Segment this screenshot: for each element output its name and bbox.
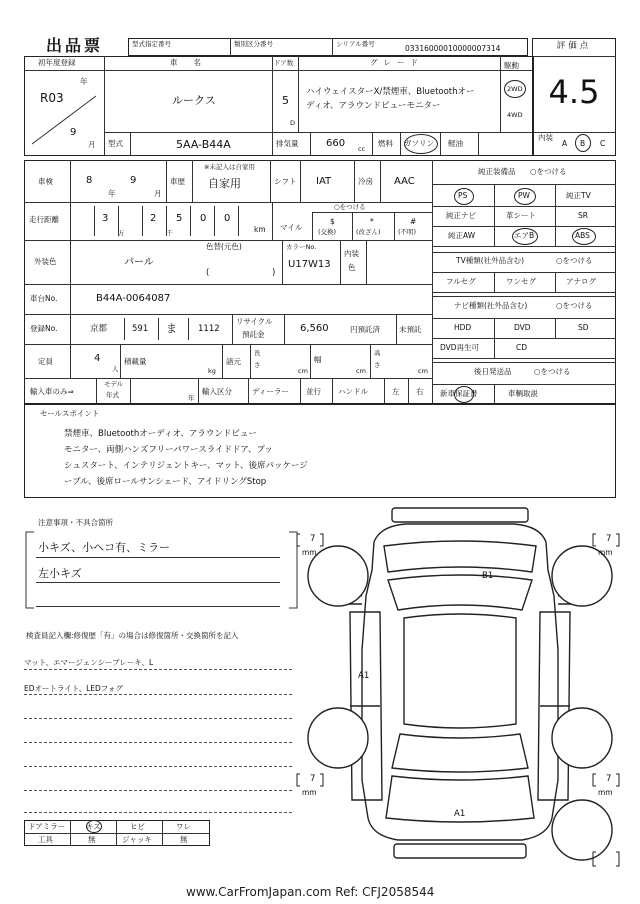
model-value: 5AA-B44A xyxy=(176,138,231,151)
import-left: 左 xyxy=(392,387,400,396)
model-label: 型式 xyxy=(108,139,123,148)
paren-close: ) xyxy=(272,268,276,278)
recycle-unit: 円預託済 xyxy=(350,325,380,334)
mileage-man: 万 xyxy=(118,229,125,237)
mileage-star: * xyxy=(370,217,374,226)
tv-oneseg: ワンセグ xyxy=(506,277,536,286)
paren-open: ( xyxy=(206,268,210,278)
recycle-label-1: リサイクル xyxy=(236,317,273,326)
mileage-digit-1: 3 xyxy=(102,213,109,224)
doors-value: 5 xyxy=(282,94,289,107)
equip-tv: 純正TV xyxy=(566,191,591,200)
watermark: www.CarFromJapan.com Ref: CFJ2058544 xyxy=(186,885,435,899)
capacity-unit: 人 xyxy=(112,365,119,373)
history-label: 車歴 xyxy=(170,177,185,186)
mileage-digit-4: 0 xyxy=(200,213,207,224)
interior-c: C xyxy=(600,139,606,148)
load-label: 積載量 xyxy=(124,357,147,366)
disp-label: 排気量 xyxy=(276,139,299,148)
nav-hdd: HDD xyxy=(454,323,472,332)
mileage-digit-3: 5 xyxy=(176,213,183,224)
repaint-label: 色替(元色) xyxy=(206,242,242,251)
height-cm: cm xyxy=(418,367,428,375)
mark-a1-side: A1 xyxy=(358,671,370,681)
tire-fr-value: 7 xyxy=(606,534,612,544)
mark-a1-rear: A1 xyxy=(454,809,466,819)
model-code-label: 型式指定番号 xyxy=(132,40,171,48)
car-name-value: ルークス xyxy=(172,94,216,107)
equip-aw: 純正AW xyxy=(448,231,476,240)
mile-label: マイル xyxy=(280,223,303,232)
mileage-hash: # xyxy=(410,217,417,226)
shift-label: シフト xyxy=(274,177,297,186)
serial-label: シリアル番号 xyxy=(336,40,375,48)
disp-value: 660 xyxy=(326,138,346,149)
nav-sd: SD xyxy=(578,323,589,332)
capacity-value: 4 xyxy=(94,353,101,364)
score-label: 評価点 xyxy=(556,41,592,51)
nav-dvd-play: DVD再生可 xyxy=(440,343,480,352)
score-value: 4.5 xyxy=(548,73,600,111)
tv-title: TV種類(社外品含む) xyxy=(456,256,525,265)
equip-airbag: エアB xyxy=(514,231,535,240)
nav-cd: CD xyxy=(516,343,528,352)
tire-fl-mm: mm xyxy=(302,548,317,557)
recycle-value: 6,560 xyxy=(300,323,329,334)
first-reg-year: R03 xyxy=(40,91,64,105)
equipment-title: 純正装備品 xyxy=(478,167,516,176)
after-manual: 車輌取説 xyxy=(508,389,538,398)
tire-rr-value: 7 xyxy=(606,774,612,784)
import-type-label: 輸入区分 xyxy=(202,387,232,396)
drive-label: 駆動 xyxy=(504,61,519,70)
ac-label: 冷房 xyxy=(358,177,373,186)
interior-b: B xyxy=(580,139,586,148)
import-year-unit: 年 xyxy=(188,394,195,402)
bt-ware: ワレ xyxy=(176,822,191,831)
width-label: 幅 xyxy=(314,355,322,364)
color-code-label: カラーNo. xyxy=(286,243,317,251)
height-label-1: 高 xyxy=(374,349,381,357)
tire-rr-mm: mm xyxy=(598,788,613,797)
color-label: 外装色 xyxy=(34,257,57,266)
grade-line-2: ディオ、アラウンドビューモニター xyxy=(306,101,441,111)
mileage-label: 走行距離 xyxy=(29,215,59,224)
insp-year: 8 xyxy=(86,175,93,186)
mileage-digit-2: 2 xyxy=(150,213,157,224)
car-name-label: 車名 xyxy=(170,58,217,67)
mileage-digit-5: 0 xyxy=(224,213,231,224)
first-reg-label: 初年度登録 xyxy=(38,58,76,67)
tv-analog: アナログ xyxy=(566,277,596,286)
equipment-circle-note: ○をつける xyxy=(530,167,567,176)
reg-region: 京都 xyxy=(90,324,108,334)
mileage-unit: km xyxy=(254,225,266,234)
equip-abs: ABS xyxy=(575,231,590,240)
mileage-sen: 千 xyxy=(166,229,173,237)
fuel-label: 燃料 xyxy=(378,139,393,148)
after-title: 後日発送品 xyxy=(474,367,512,376)
category-label: 類別区分番号 xyxy=(234,40,273,48)
ac-value: AAC xyxy=(394,176,415,187)
after-circle-note: ○をつける xyxy=(534,367,571,376)
tire-fl-value: 7 xyxy=(310,534,316,544)
first-reg-year-unit: 年 xyxy=(80,77,88,86)
model-year-label-2: 年式 xyxy=(106,391,119,399)
width-cm: cm xyxy=(356,367,366,375)
bt-jack-value: 無 xyxy=(180,835,188,844)
reg-number: 1112 xyxy=(198,324,220,334)
doors-suffix: D xyxy=(290,119,296,127)
history-value: 自家用 xyxy=(208,177,241,190)
mileage-hash-note: (不明) xyxy=(398,228,417,236)
nav-circle-note: ○をつける xyxy=(556,301,593,310)
model-year-label-1: モデル xyxy=(104,380,124,388)
note-line-2: 左小キズ xyxy=(38,567,82,580)
tire-rl-mm: mm xyxy=(302,788,317,797)
inspector-label: 検査員記入欄:修復歴「有」の場合は修復箇所・交換箇所を記入 xyxy=(26,631,239,640)
equip-pw: PW xyxy=(518,191,530,200)
grade-line-1: ハイウェイスターX/禁煙車、Bluetoothオー xyxy=(306,87,475,97)
capacity-label: 定員 xyxy=(38,357,53,366)
notes-label: 注意事項・不具合箇所 xyxy=(38,518,113,527)
insp-month-unit: 月 xyxy=(154,189,162,198)
disp-unit: cc xyxy=(358,145,366,153)
import-parallel: 並行 xyxy=(306,387,321,396)
mileage-circle-note: ○をつける xyxy=(334,203,366,211)
bt-tool-value: 無 xyxy=(88,835,96,844)
fuel-light: 軽油 xyxy=(448,139,463,148)
note-line-1: 小キズ、小ヘコ有、ミラー xyxy=(38,541,171,554)
inspector-line-1: マット、エマージェンシーブレーキ、L xyxy=(24,658,154,667)
load-unit: kg xyxy=(208,367,216,375)
insp-year-unit: 年 xyxy=(108,189,116,198)
bt-kizu: キズ xyxy=(86,822,101,831)
drive-2wd: 2WD xyxy=(507,85,523,93)
interior-color-label-2: 色 xyxy=(348,263,356,272)
mark-b1: B1 xyxy=(482,571,494,581)
color-code-value: U17W13 xyxy=(288,259,331,270)
length-label-2: さ xyxy=(254,361,261,369)
spec-label: 諸元 xyxy=(226,357,241,366)
import-label: 輸入車のみ⇒ xyxy=(30,387,74,396)
length-cm: cm xyxy=(298,367,308,375)
mileage-dollar-note: (交換) xyxy=(318,228,337,236)
fuel-gas: ガソリン xyxy=(404,139,434,148)
sales-line-3: シュスタート、インテリジェントキー、マット、後席パッケージ xyxy=(64,461,308,471)
nav-dvd: DVD xyxy=(514,323,531,332)
chassis-label: 車台No. xyxy=(30,294,58,303)
interior-label: 内装 xyxy=(538,133,553,142)
tv-circle-note: ○をつける xyxy=(556,256,593,265)
reg-kana: ま xyxy=(166,322,177,335)
after-warranty: 新車保証書 xyxy=(440,389,478,398)
bt-jack: ジャッキ xyxy=(122,835,152,844)
grade-label: グレード xyxy=(370,58,424,67)
import-dealer: ディーラー xyxy=(252,387,289,396)
equip-leather: 革シート xyxy=(506,211,536,220)
chassis-value: B44A-0064087 xyxy=(96,293,171,304)
sales-line-1: 禁煙車、Bluetoothオーディオ、アラウンドビュー xyxy=(64,429,257,439)
equip-ps: PS xyxy=(458,191,468,200)
equip-sr: SR xyxy=(578,211,588,220)
equip-nav: 純正ナビ xyxy=(446,211,476,220)
length-label-1: 長 xyxy=(254,349,261,357)
registration-label: 登録No. xyxy=(30,324,58,333)
history-note: ※未記入は自家用 xyxy=(204,163,255,171)
shift-value: IAT xyxy=(316,176,332,187)
doors-label: ドア数 xyxy=(274,59,294,67)
recycle-unpaid: 未預託 xyxy=(399,325,422,334)
tire-rl-value: 7 xyxy=(310,774,316,784)
drive-4wd: 4WD xyxy=(507,111,523,119)
nav-title: ナビ種類(社外品含む) xyxy=(454,301,528,310)
tv-fullseg: フルセグ xyxy=(446,277,476,286)
reg-class: 591 xyxy=(132,324,149,334)
serial-value: 03316000010000007314 xyxy=(405,44,501,53)
inspector-line-2: EDオートライト、LEDフォグ xyxy=(24,684,123,693)
sales-points-label: セールスポイント xyxy=(40,409,100,418)
insp-month: 9 xyxy=(130,175,137,186)
mileage-star-note: (改ざん) xyxy=(356,228,381,236)
sales-line-4: ーブル、後席ロールサンシェード、アイドリングStop xyxy=(64,477,267,487)
first-reg-month: 9 xyxy=(70,127,77,138)
color-value: パール xyxy=(124,257,154,268)
sales-line-2: モニター、両側ハンズフリーパワースライドドア、プッ xyxy=(64,445,273,455)
page-title: 出品票 xyxy=(46,36,104,55)
bt-tool: 工具 xyxy=(38,835,53,844)
mileage-dollar: $ xyxy=(330,217,335,226)
import-right: 右 xyxy=(416,387,424,396)
bt-hibi: ヒビ xyxy=(130,822,145,831)
import-handle: ハンドル xyxy=(338,387,368,396)
tire-fr-mm: mm xyxy=(598,548,613,557)
inspection-label: 車検 xyxy=(38,177,53,186)
bt-door-mirror: ドアミラー xyxy=(28,822,66,831)
interior-color-label-1: 内装 xyxy=(344,249,359,258)
interior-a: A xyxy=(562,139,568,148)
recycle-label-2: 預託金 xyxy=(242,330,265,339)
height-label-2: さ xyxy=(374,361,381,369)
first-reg-month-unit: 月 xyxy=(88,140,96,149)
